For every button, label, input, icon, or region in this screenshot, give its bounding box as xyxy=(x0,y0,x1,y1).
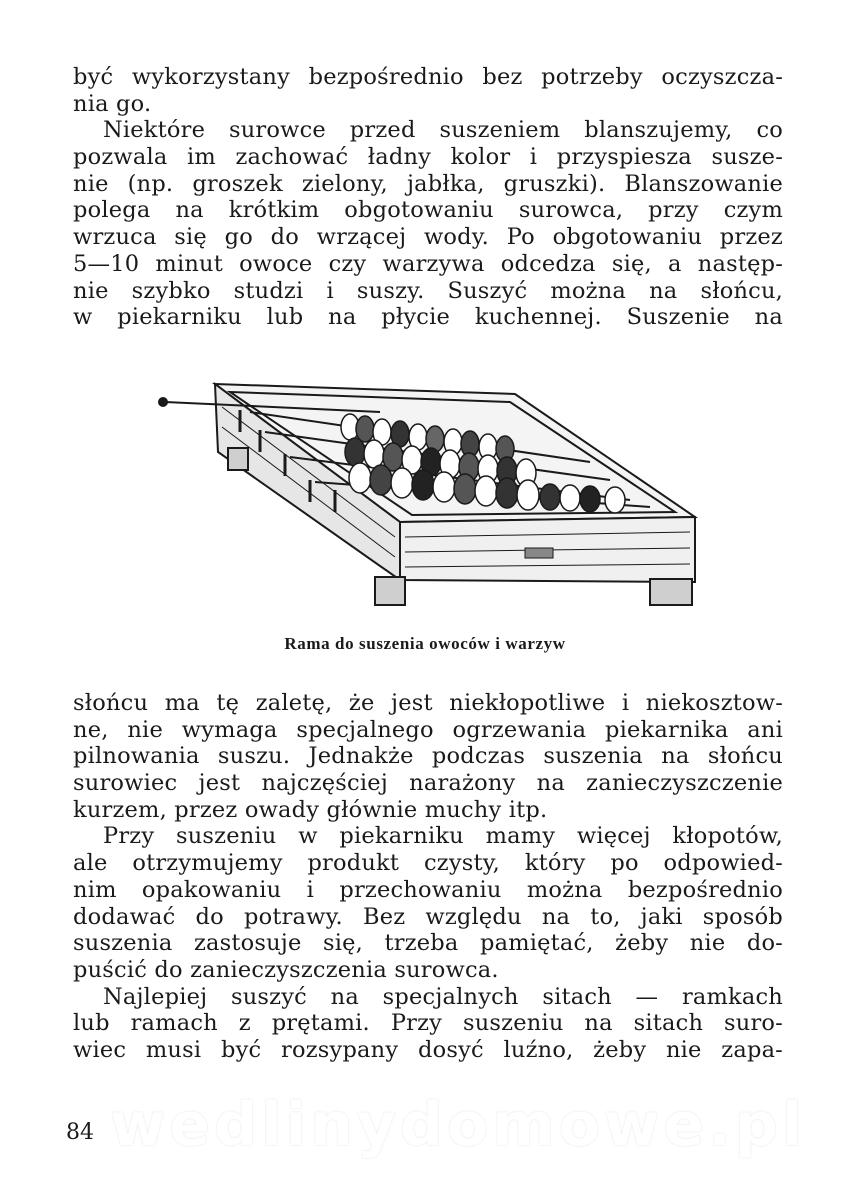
frame-label-plate xyxy=(525,548,553,558)
frame-foot xyxy=(375,577,405,605)
text-line: polega na krótkim obgotowaniu surowca, przy czym xyxy=(73,197,783,224)
fruit-slice xyxy=(540,484,560,510)
text-line: nie (np. groszek zielony, jabłka, gruszki). Blanszowanie xyxy=(73,170,783,197)
text-line: Niektóre surowce przed suszeniem blanszujemy, co xyxy=(103,117,783,144)
text-line: w piekarniku lub na płycie kuchennej. Suszenie na xyxy=(73,304,783,331)
fruit-slice xyxy=(560,485,580,511)
fruit-slice xyxy=(580,486,600,512)
page-number: 84 xyxy=(66,1120,94,1145)
fruit-slice xyxy=(349,463,371,493)
fruit-slice xyxy=(345,438,365,466)
fruit-slice xyxy=(412,470,434,500)
text-block-bottom xyxy=(73,690,783,1064)
text-line: surowiec jest najczęściej narażony na zanieczyszczenie xyxy=(73,770,783,797)
fruit-slice xyxy=(605,487,625,513)
fruit-slice xyxy=(433,472,455,502)
fruit-slice xyxy=(454,474,476,504)
text-line: być wykorzystany bezpośrednio bez potrzeby oczyszcza- xyxy=(73,64,783,90)
text-line: nia go. xyxy=(73,90,152,117)
fruit-slice xyxy=(517,480,539,510)
rod-end-knob xyxy=(159,398,167,406)
frame-foot xyxy=(650,579,692,605)
text-line: kurzem, przez owady głównie muchy itp. xyxy=(73,796,548,823)
drying-frame-drawing xyxy=(150,372,720,622)
fruit-slice xyxy=(496,478,518,508)
text-line: puścić do zanieczyszczenia surowca. xyxy=(73,956,499,983)
text-line: nie szybko studzi i suszy. Suszyć można na słońcu, xyxy=(73,277,783,304)
text-line: wrzuca się go do wrzącej wody. Po obgotowaniu przez xyxy=(73,224,783,251)
text-line: dodawać do potrawy. Bez względu na to, jaki sposób xyxy=(73,903,783,930)
text-line: Przy suszeniu w piekarniku mamy więcej kłopotów, xyxy=(103,823,783,850)
fruit-slice xyxy=(370,465,392,495)
text-line: ne, nie wymaga specjalnego ogrzewania piekarnika ani xyxy=(73,716,783,743)
frame-foot xyxy=(228,448,248,470)
text-line: nim opakowaniu i przechowaniu można bezpośrednio xyxy=(73,876,783,903)
watermark: wedlinydomowe.pl xyxy=(110,1090,807,1160)
text-line: ale otrzymujemy produkt czysty, który po odpowied- xyxy=(73,850,783,877)
drying-frame-illustration xyxy=(150,372,720,622)
fruit-slice xyxy=(475,476,497,506)
text-line: lub ramach z prętami. Przy suszeniu na sitach suro- xyxy=(73,1010,783,1037)
text-block-top xyxy=(73,64,783,331)
text-line: 5—10 minut owoce czy warzywa odcedza się, a następ- xyxy=(73,250,783,277)
fruit-slice xyxy=(391,468,413,498)
text-line: pozwala im zachować ładny kolor i przyspiesza susze- xyxy=(73,144,783,171)
text-line: Najlepiej suszyć na specjalnych sitach — ramkach xyxy=(103,983,783,1010)
text-line: słońcu ma tę zaletę, że jest niekłopotliwe i niekosztow- xyxy=(73,690,783,716)
text-line: suszenia zastosuje się, trzeba pamiętać, żeby nie do- xyxy=(73,930,783,957)
figure-caption: Rama do suszenia owoców i warzyw xyxy=(284,634,566,653)
text-line: pilnowania suszu. Jednakże podczas suszenia na słońcu xyxy=(73,743,783,770)
text-line: wiec musi być rozsypany dosyć luźno, żeby nie zapa- xyxy=(73,1036,783,1063)
fruit-slice xyxy=(364,440,384,468)
